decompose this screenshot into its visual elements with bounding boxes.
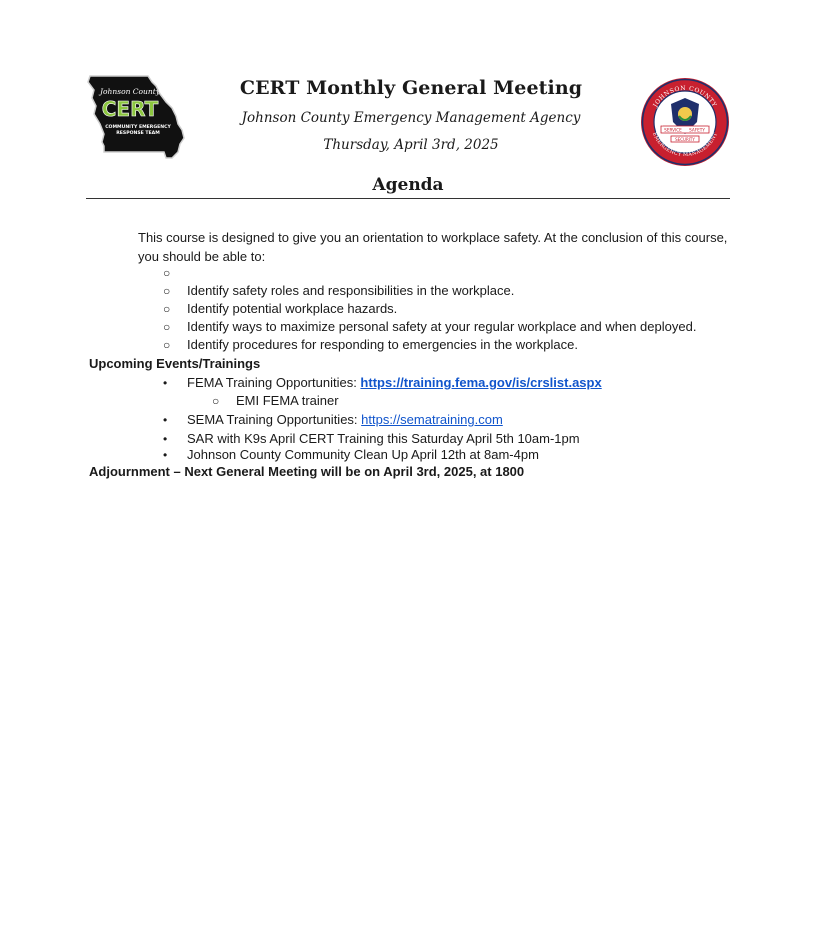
fema-training-link[interactable]: https://training.fema.gov/is/crslist.aspx (360, 375, 602, 390)
logo-cert-text: CERT (101, 97, 159, 121)
header-text-block (196, 72, 626, 153)
logo-tagline-2: RESPONSE TEAM (116, 131, 160, 136)
objective-text: Identify potential workplace hazards. (187, 301, 398, 316)
objective-text: Identify safety roles and responsibilities in the workplace. (187, 283, 515, 298)
header-divider (86, 198, 730, 199)
hollow-bullet-icon: ○ (163, 320, 171, 334)
seal-ribbon-right: SAFETY (689, 127, 705, 133)
filled-bullet-icon: • (163, 448, 168, 462)
hollow-bullet-icon: ○ (163, 284, 171, 298)
agency-name: Johnson County Emergency Management Agency (241, 110, 581, 126)
fema-training-item (187, 374, 602, 392)
cert-logo (86, 72, 186, 162)
adjournment-line: Adjournment – Next General Meeting will be on April 3rd, 2025, at 1800 (89, 464, 525, 479)
logo-county-text: Johnson County (100, 87, 160, 96)
svg-text:★: ★ (707, 122, 712, 128)
clean-up-item: Johnson County Community Clean Up April 12th at 8am-4pm (187, 447, 539, 462)
sar-training-item: SAR with K9s April CERT Training this Saturday April 5th 10am-1pm (187, 431, 580, 446)
svg-text:★: ★ (659, 122, 664, 128)
objective-text: Identify procedures for responding to emergencies in the workplace. (187, 337, 578, 352)
hollow-bullet-icon: ○ (163, 302, 171, 316)
emergency-management-seal (639, 76, 731, 168)
sema-training-link[interactable]: https://sematraining.com (361, 412, 503, 427)
seal-ribbon-bottom: SECURITY (675, 136, 695, 142)
filled-bullet-icon: • (163, 432, 168, 446)
upcoming-events-heading: Upcoming Events/Trainings (89, 356, 261, 371)
sema-label: SEMA Training Opportunities: (187, 412, 362, 427)
hollow-bullet-icon: ○ (163, 266, 171, 280)
course-intro: This course is designed to give you an orientation to workplace safety. At the conclusion of this course, you should be able to: (138, 230, 728, 264)
filled-bullet-icon: • (163, 376, 168, 390)
filled-bullet-icon: • (163, 413, 168, 427)
sema-training-item (187, 411, 503, 429)
seal-ribbon-left: SERVICE (664, 127, 682, 133)
meeting-title: CERT Monthly General Meeting (239, 77, 583, 99)
document-header (86, 72, 730, 200)
fema-sub-item: EMI FEMA trainer (236, 393, 339, 408)
objective-text: Identify ways to maximize personal safety at your regular workplace and when deployed. (187, 319, 697, 334)
hollow-bullet-icon: ○ (163, 338, 171, 352)
meeting-date: Thursday, April 3rd, 2025 (323, 137, 499, 153)
agenda-heading: Agenda (372, 175, 444, 195)
seal-bottom-text: EMERGENCY MANAGEMENT (650, 131, 720, 159)
hollow-bullet-icon: ○ (212, 394, 220, 408)
fema-label: FEMA Training Opportunities: (187, 375, 361, 390)
seal-top-text: JOHNSON COUNTY (652, 84, 718, 109)
logo-tagline-1: COMMUNITY EMERGENCY (105, 125, 171, 130)
